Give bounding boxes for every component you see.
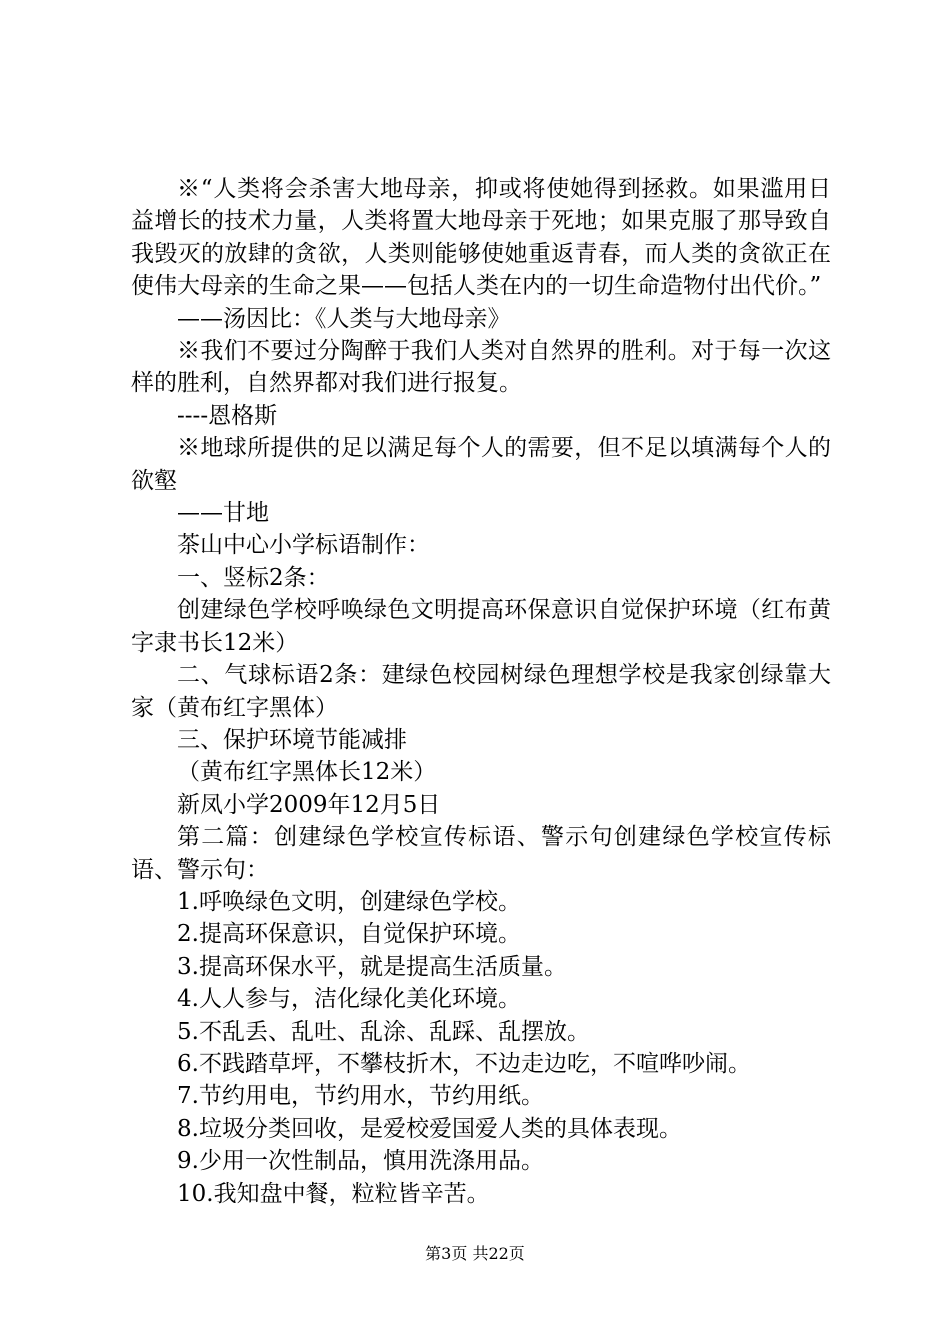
list-item-10: 10.我知盘中餐，粒粒皆辛苦。 <box>177 1180 490 1207</box>
paragraph-6: ——甘地 <box>177 500 269 527</box>
list-item-1: 1.呼唤绿色文明，创建绿色学校。 <box>177 888 521 915</box>
paragraph-2: ——汤因比：《人类与大地母亲》 <box>177 305 511 332</box>
paragraph-4: ----恩格斯 <box>177 402 278 429</box>
list-item-3: 3.提高环保水平，就是提高生活质量。 <box>177 953 567 980</box>
paragraph-12: （黄布红字黑体长12米） <box>177 759 437 786</box>
list-item-9: 9.少用一次性制品，慎用洗涤用品。 <box>177 1148 544 1175</box>
paragraph-7: 茶山中心小学标语制作： <box>177 532 430 559</box>
paragraph-5: ※地球所提供的足以满足每个人的需要，但不足以填满每个人的欲壑 <box>131 435 831 494</box>
paragraph-10: 二、气球标语2条：建绿色校园树绿色理想学校是我家创绿靠大家（黄布红字黑体） <box>131 662 831 721</box>
paragraph-1: ※“人类将会杀害大地母亲，抑或将使她得到拯救。如果滥用日益增长的技术力量，人类将置大地母亲于死地；如果克服了那导致自我毁灭的放肆的贪欲，人类则能够使她重返青春，而人类的贪欲正在使伟大母亲的生命之果——包括人类在内的一切生命造物付出代价。” <box>131 176 831 300</box>
list-item-5: 5.不乱丢、乱吐、乱涂、乱踩、乱摆放。 <box>177 1018 590 1045</box>
document-body <box>131 173 831 1210</box>
paragraph-3: ※我们不要过分陶醉于我们人类对自然界的胜利。对于每一次这样的胜利，自然界都对我们进行报复。 <box>131 338 831 397</box>
paragraph-9: 创建绿色学校呼唤绿色文明提高环保意识自觉保护环境（红布黄字隶书长12米） <box>131 597 831 656</box>
paragraph-11: 三、保护环境节能减排 <box>177 726 407 753</box>
list-item-6: 6.不践踏草坪，不攀枝折木，不边走边吃，不喧哗吵闹。 <box>177 1050 751 1077</box>
paragraph-14: 第二篇：创建绿色学校宣传标语、警示句创建绿色学校宣传标语、警示句： <box>131 824 831 883</box>
list-item-8: 8.垃圾分类回收，是爱校爱国爱人类的具体表现。 <box>177 1115 682 1142</box>
paragraph-13: 新凤小学2009年12月5日 <box>177 791 441 818</box>
paragraph-8: 一、竖标2条： <box>177 564 330 591</box>
list-item-7: 7.节约用电，节约用水，节约用纸。 <box>177 1083 544 1110</box>
list-item-2: 2.提高环保意识，自觉保护环境。 <box>177 921 521 948</box>
page-footer: 第3页 共22页 <box>425 1244 525 1263</box>
list-item-4: 4.人人参与，洁化绿化美化环境。 <box>177 986 521 1013</box>
